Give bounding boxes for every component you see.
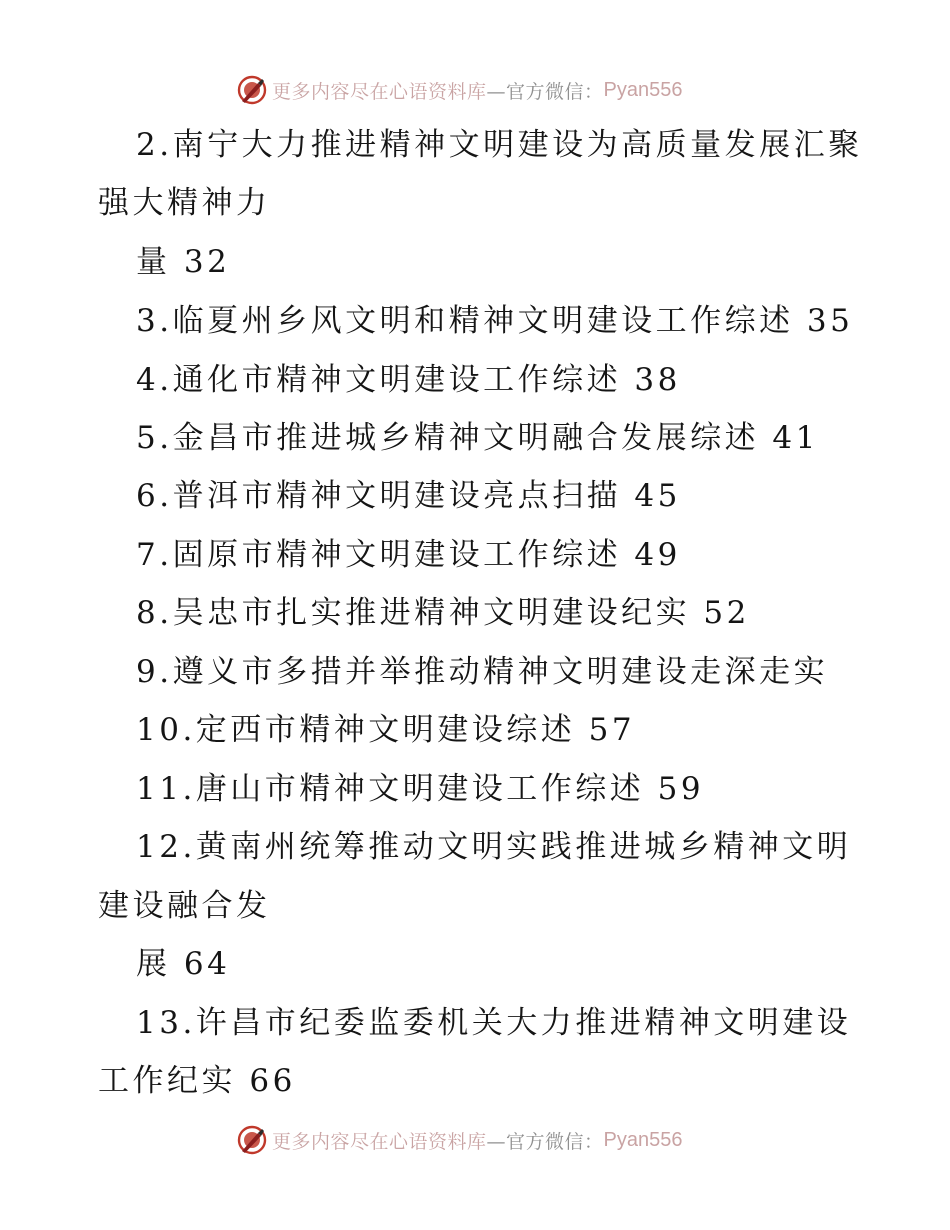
watermark-official-label: —官方微信： xyxy=(486,80,604,103)
watermark-wechat-id: Pyan556 xyxy=(603,1128,683,1151)
toc-entry-13-line-1: 13.许昌市纪委监委机关大力推进精神文明建设 xyxy=(136,1005,852,1041)
toc-entry-4: 4.通化市精神文明建设工作综述 38 xyxy=(136,362,681,398)
toc-entry-12-line-1: 12.黄南州统筹推动文明实践推进城乡精神文明 xyxy=(136,829,852,865)
pen-logo-icon xyxy=(236,1124,268,1156)
header-watermark xyxy=(236,73,683,107)
toc-entry-12-line-2: 建设融合发 xyxy=(98,888,271,924)
footer-watermark xyxy=(236,1123,683,1157)
pen-logo-icon xyxy=(236,74,268,106)
toc-entry-3: 3.临夏州乡风文明和精神文明建设工作综述 35 xyxy=(136,303,854,339)
toc-entry-2-line-1: 2.南宁大力推进精神文明建设为高质量发展汇聚 xyxy=(136,127,863,163)
watermark-official-label: —官方微信： xyxy=(486,1130,604,1153)
toc-entry-11: 11.唐山市精神文明建设工作综述 59 xyxy=(136,771,705,807)
toc-entry-9: 9.遵义市多措并举推动精神文明建设走深走实 xyxy=(136,654,829,690)
watermark-wechat-id: Pyan556 xyxy=(603,78,683,101)
toc-entry-7: 7.固原市精神文明建设工作综述 49 xyxy=(136,537,681,573)
watermark-text: 更多内容尽在心语资料库 xyxy=(272,1130,487,1153)
toc-entry-10: 10.定西市精神文明建设综述 57 xyxy=(136,712,636,748)
toc-entry-13-line-2: 工作纪实 66 xyxy=(98,1063,296,1099)
toc-entry-6: 6.普洱市精神文明建设亮点扫描 45 xyxy=(136,478,681,514)
toc-entry-2-line-3: 量 32 xyxy=(136,244,231,280)
watermark-text: 更多内容尽在心语资料库 xyxy=(272,80,487,103)
toc-entry-2-line-2: 强大精神力 xyxy=(98,185,271,221)
toc-entry-12-line-3: 展 64 xyxy=(136,946,231,982)
toc-entry-5: 5.金昌市推进城乡精神文明融合发展综述 41 xyxy=(136,420,819,456)
toc-entry-8: 8.吴忠市扎实推进精神文明建设纪实 52 xyxy=(136,595,750,631)
